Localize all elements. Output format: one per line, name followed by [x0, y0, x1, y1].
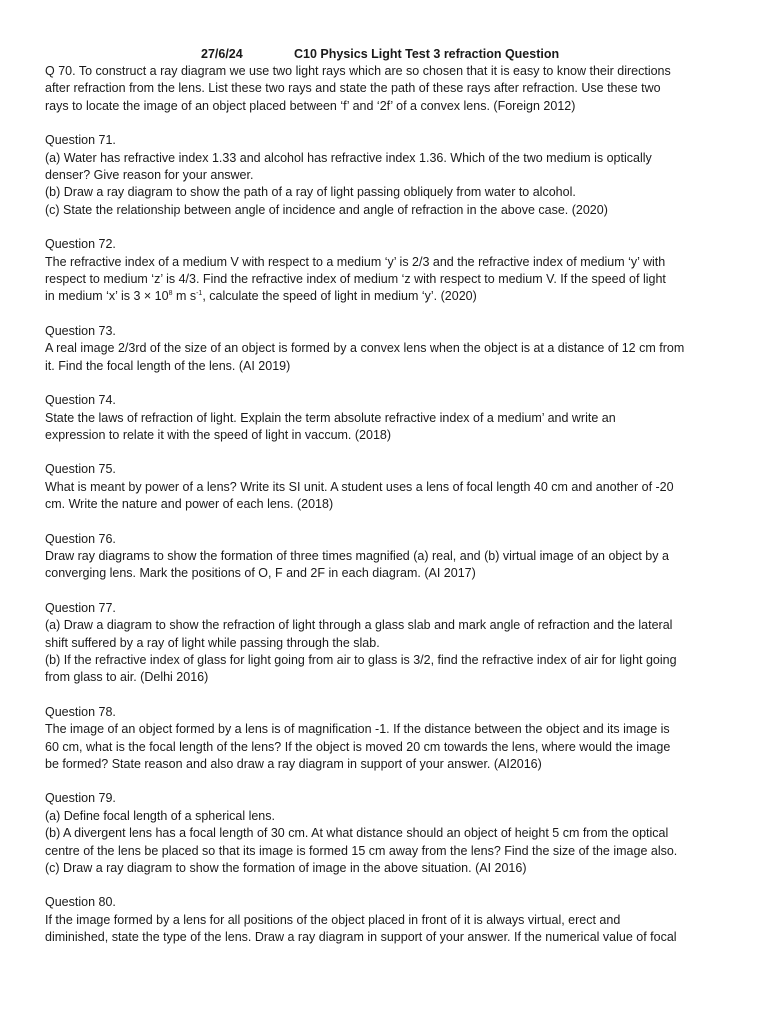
- heading-date: 27/6/24: [201, 47, 243, 61]
- question-text-line: (b) If the refractive index of glass for light going from air to glass is 3/2, find the refractive index of air for light going: [45, 652, 677, 667]
- question-heading: Question 80.: [45, 895, 116, 910]
- question-heading: Question 78.: [45, 704, 116, 719]
- superscript-text: -1: [196, 290, 203, 298]
- question-heading: Question 71.: [45, 133, 116, 148]
- question-text-line: it. Find the focal length of the lens. (AI 2019): [45, 358, 291, 373]
- question-text-line: be formed? State reason and also draw a ray diagram in support of your answer. (AI2016): [45, 757, 542, 771]
- question-heading: Question 72.: [45, 237, 116, 252]
- question-block: [45, 531, 725, 583]
- question-text-line: (a) Water has refractive index 1.33 and alcohol has refractive index 1.36. Which of the two medium is optically: [45, 150, 652, 165]
- superscript-text: 8: [168, 290, 173, 298]
- inline-text: m s: [172, 289, 197, 304]
- question-block: [45, 790, 725, 877]
- question-text-line: respect to medium ‘z’ is 4/3. Find the refractive index of medium ‘z with respect to medium V. If the speed of light: [45, 272, 666, 287]
- question-text-line: A real image 2/3rd of the size of an object is formed by a convex lens when the object is at a distance of 12 cm from: [45, 341, 685, 356]
- question-text-line: (a) Define focal length of a spherical lens.: [45, 808, 275, 823]
- question-text-line: State the laws of refraction of light. Explain the term absolute refractive index of a medium’ and write an: [45, 410, 616, 425]
- question-heading: Question 74.: [45, 393, 116, 408]
- question-block: [45, 894, 725, 946]
- question-text-line: (b) Draw a ray diagram to show the path of a ray of light passing obliquely from water to alcohol.: [45, 185, 576, 200]
- heading-title: C10 Physics Light Test 3 refraction Question: [294, 47, 560, 61]
- question-text-line: centre of the lens be placed so that its image is formed 15 cm away from the lens? Find the size of the image also.: [45, 843, 678, 858]
- question-text-line: from glass to air. (Delhi 2016): [45, 670, 209, 685]
- question-text-line: shift suffered by a ray of light while passing through the slab.: [45, 635, 380, 650]
- inline-text: in medium ‘x’ is 3 × 10: [45, 289, 169, 304]
- question-text-line: If the image formed by a lens for all positions of the object placed in front of it is always virtual, erect and: [45, 912, 621, 927]
- question-text-line: rays to locate the image of an object placed between ‘f’ and ‘2f’ of a convex lens. (Foreign 2012): [45, 98, 576, 113]
- question-block: [45, 236, 725, 306]
- question-text-line: (a) Draw a diagram to show the refraction of light through a glass slab and mark angle of refraction and the lateral: [45, 618, 673, 633]
- page-heading: [45, 46, 725, 63]
- question-block: [45, 600, 725, 687]
- question-text-line: Q 70. To construct a ray diagram we use two light rays which are so chosen that it is easy to know their directions: [45, 64, 671, 78]
- question-text-line: Draw ray diagrams to show the formation of three times magnified (a) real, and (b) virtual image of an object by a: [45, 548, 669, 563]
- question-text-line: 60 cm, what is the focal length of the lens? If the object is moved 20 cm towards the lens, where would the image: [45, 739, 671, 754]
- question-text-line: diminished, state the type of the lens. Draw a ray diagram in support of your answer. If the numerical value of focal: [45, 930, 677, 945]
- question-text-line: The image of an object formed by a lens is of magnification -1. If the distance between the object and its image is: [45, 722, 670, 737]
- question-block: [45, 132, 725, 219]
- question-heading: Question 76.: [45, 531, 116, 546]
- question-text-line: converging lens. Mark the positions of O, F and 2F in each diagram. (AI 2017): [45, 566, 476, 581]
- question-block: [45, 323, 725, 375]
- question-heading: Question 79.: [45, 791, 116, 806]
- question-block: [45, 63, 725, 115]
- question-text-line: denser? Give reason for your answer.: [45, 168, 254, 183]
- inline-text: , calculate the speed of light in medium ‘y’. (2020): [202, 289, 477, 304]
- question-text-line: (b) A divergent lens has a focal length of 30 cm. At what distance should an object of height 5 cm from the optical: [45, 826, 669, 841]
- question-list: [45, 63, 725, 947]
- question-text-line: cm. Write the nature and power of each lens. (2018): [45, 497, 334, 512]
- question-heading: Question 73.: [45, 323, 116, 338]
- question-block: [45, 461, 725, 513]
- question-text-line: expression to relate it with the speed of light in vaccum. (2018): [45, 427, 392, 442]
- question-text-line: (c) Draw a ray diagram to show the formation of image in the above situation. (AI 2016): [45, 861, 527, 876]
- question-heading: Question 77.: [45, 600, 116, 615]
- question-text-line: What is meant by power of a lens? Write its SI unit. A student uses a lens of focal length 40 cm and another of -20: [45, 479, 674, 494]
- question-block: [45, 392, 725, 444]
- question-text-line: The refractive index of a medium V with respect to a medium ‘y’ is 2/3 and the refractive index of medium ‘y’ with: [45, 254, 666, 269]
- question-heading: Question 75.: [45, 462, 116, 477]
- question-block: [45, 704, 725, 774]
- document-page: [45, 46, 725, 964]
- question-text-line: (c) State the relationship between angle of incidence and angle of refraction in the above case. (2020): [45, 202, 608, 217]
- question-text-line: [45, 288, 725, 305]
- question-text-line: after refraction from the lens. List these two rays and state the path of these rays after refraction. Use these two: [45, 81, 661, 96]
